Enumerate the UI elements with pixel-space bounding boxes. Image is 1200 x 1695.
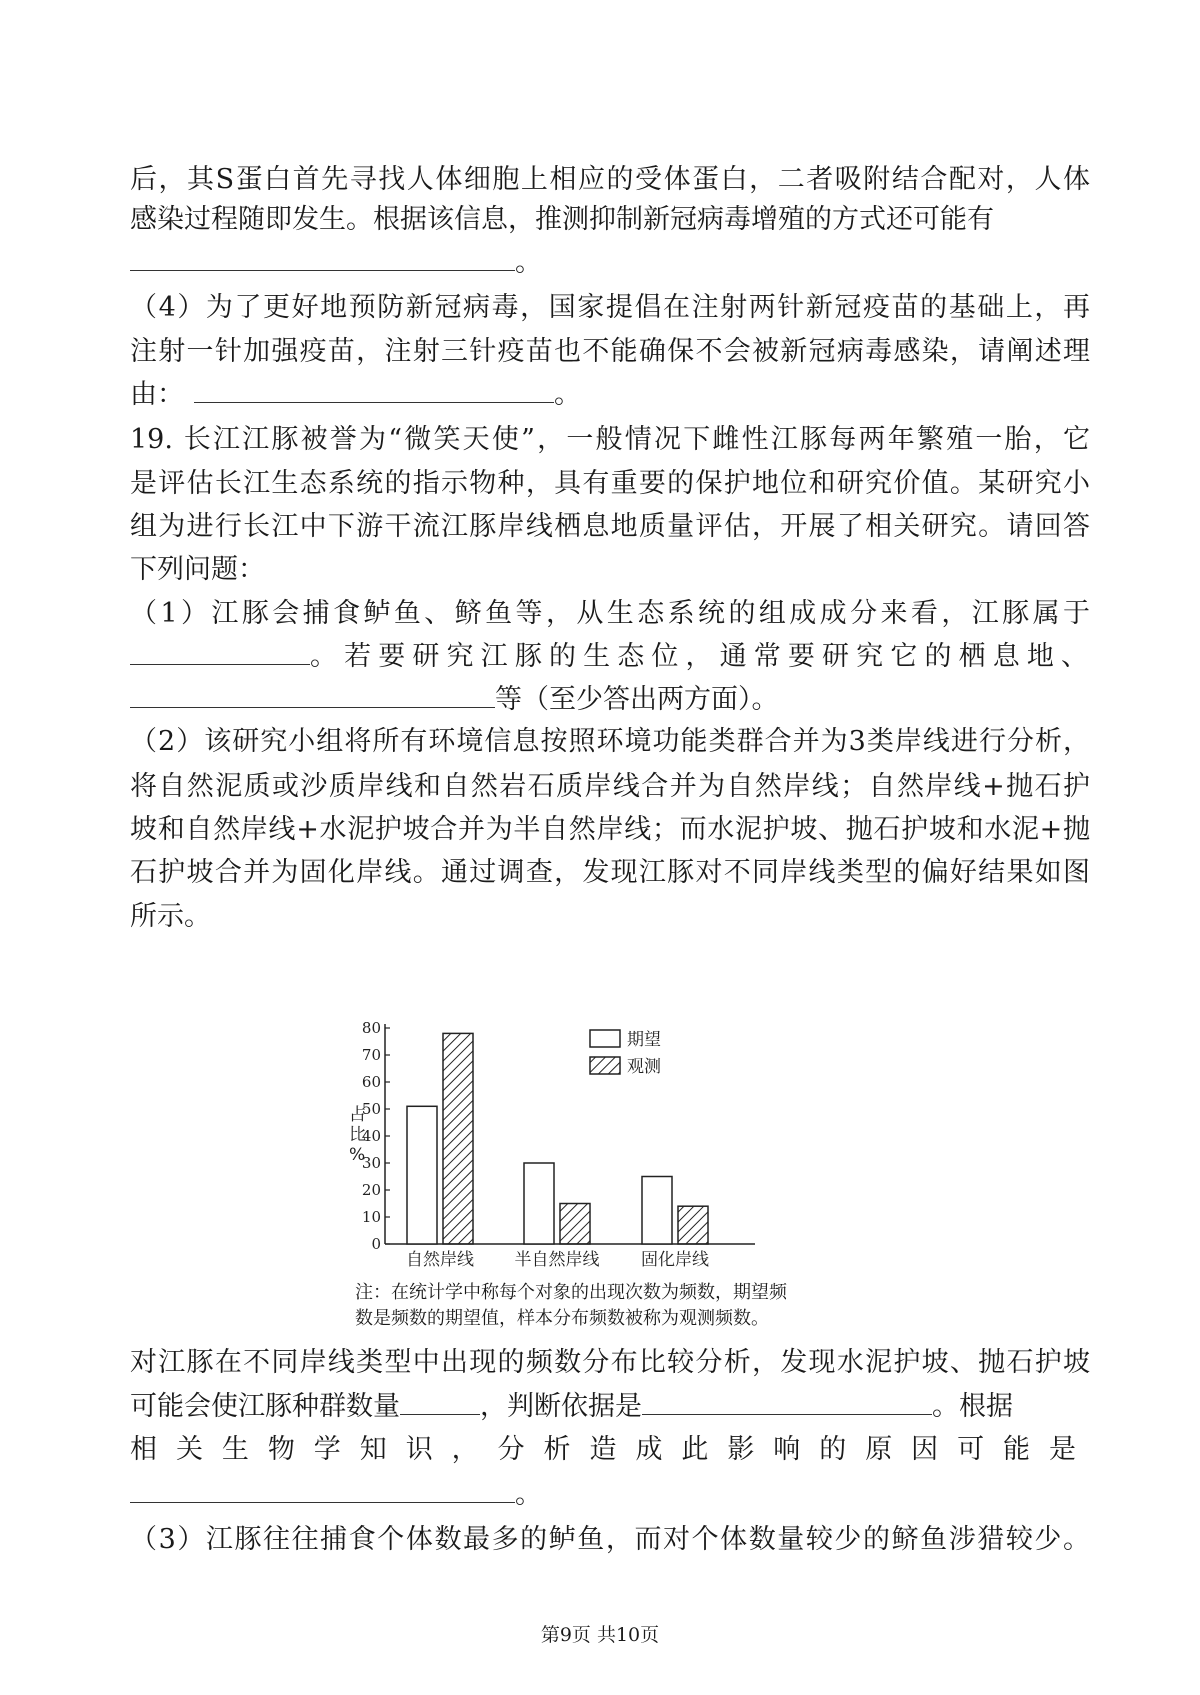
y-tick-label: 0 [371, 1235, 381, 1253]
text-line: 感染过程随即发生。根据该信息，推测抑制新冠病毒增殖的方式还可能有 [130, 204, 994, 235]
answer-blank[interactable] [130, 685, 495, 708]
x-tick-label: 半自然岸线 [514, 1250, 600, 1270]
text-line [130, 637, 1090, 677]
y-tick-label: 20 [361, 1181, 381, 1199]
text-line [130, 243, 1090, 283]
y-tick-label: 70 [361, 1046, 381, 1064]
text-fragment: 可能会使江豚种群数量 [130, 1391, 400, 1422]
legend-label: 期望 [627, 1030, 661, 1050]
text-line: 后，其S蛋白首先寻找人体细胞上相应的受体蛋白，二者吸附结合配对，人体 [130, 164, 1090, 195]
answer-blank[interactable] [130, 1480, 515, 1503]
chart-note: 注：在统计学中称每个对象的出现次数为频数，期望频 [355, 1282, 787, 1303]
answer-blank[interactable] [130, 642, 310, 665]
reason-label: 由： [130, 379, 184, 410]
bar-expected [642, 1177, 672, 1245]
text-line [130, 680, 1090, 720]
answer-blank[interactable] [130, 248, 515, 271]
answer-blank[interactable] [194, 380, 554, 403]
legend-label: 观测 [627, 1057, 661, 1077]
answer-blank[interactable] [400, 1392, 480, 1415]
y-tick-label: 40 [361, 1127, 381, 1145]
y-axis-label: 占比% [349, 1105, 366, 1165]
x-tick-label: 固化岸线 [641, 1250, 709, 1270]
text-line: （2）该研究小组将所有环境信息按照环境功能类群合并为3类岸线进行分析， [130, 726, 1090, 757]
text-line: 相关生物学知识，分析造成此影响的原因可能是 [130, 1434, 1090, 1465]
bar-observed [443, 1033, 473, 1244]
answer-blank[interactable] [642, 1392, 932, 1415]
y-tick-label: 80 [361, 1019, 381, 1037]
x-tick-label: 自然岸线 [406, 1250, 474, 1270]
y-tick-label: 50 [361, 1100, 381, 1118]
text-line: 对江豚在不同岸线类型中出现的频数分布比较分析，发现水泥护坡、抛石护坡 [130, 1347, 1090, 1378]
text-line [130, 1475, 1090, 1515]
y-tick-label: 10 [361, 1208, 381, 1226]
legend-swatch [590, 1030, 620, 1047]
text-line [130, 375, 1090, 415]
y-tick-label: 30 [361, 1154, 381, 1172]
period: 。 [554, 379, 581, 410]
question-19-text: 19. 长江江豚被誉为“微笑天使”，一般情况下雌性江豚每两年繁殖一胎，它 [130, 424, 1090, 455]
y-tick-label: 60 [361, 1073, 381, 1091]
period: 。 [515, 247, 542, 278]
bar-chart-svg [345, 1000, 825, 1285]
bar-expected [524, 1163, 554, 1244]
bar-observed [560, 1204, 590, 1245]
bar-chart [345, 1000, 825, 1285]
text-fragment: 。若要研究江豚的生态位，通常要研究它的栖息地、 [310, 641, 1090, 672]
text-line: （1）江豚会捕食鲈鱼、鲚鱼等，从生态系统的组成成分来看，江豚属于 [130, 598, 1090, 629]
text-line: 组为进行长江中下游干流江豚岸线栖息地质量评估，开展了相关研究。请回答 [130, 511, 1090, 542]
bar-expected [407, 1106, 437, 1244]
text-fragment: 。根据 [932, 1391, 1013, 1422]
text-line: （4）为了更好地预防新冠病毒，国家提倡在注射两针新冠疫苗的基础上，再 [130, 292, 1090, 323]
period: 。 [515, 1479, 542, 1510]
text-line: 下列问题： [130, 554, 265, 585]
text-line: 注射一针加强疫苗，注射三针疫苗也不能确保不会被新冠病毒感染，请阐述理 [130, 336, 1090, 367]
text-line: 坡和自然岸线+水泥护坡合并为半自然岸线；而水泥护坡、抛石护坡和水泥+抛 [130, 814, 1090, 845]
legend-swatch [590, 1057, 620, 1074]
text-line: 所示。 [130, 901, 211, 932]
bar-observed [678, 1206, 708, 1244]
text-line [130, 1387, 1090, 1427]
text-fragment: 等（至少答出两方面）。 [495, 684, 779, 715]
page-footer: 第9页 共10页 [540, 1624, 660, 1646]
text-line: （3）江豚往往捕食个体数最多的鲈鱼，而对个体数量较少的鲚鱼涉猎较少。 [130, 1524, 1090, 1555]
text-line: 是评估长江生态系统的指示物种，具有重要的保护地位和研究价值。某研究小 [130, 468, 1090, 499]
text-fragment: ，判断依据是 [480, 1391, 642, 1422]
chart-note: 数是频数的期望值，样本分布频数被称为观测频数。 [355, 1308, 769, 1329]
text-line: 石护坡合并为固化岸线。通过调查，发现江豚对不同岸线类型的偏好结果如图 [130, 857, 1090, 888]
text-line: 将自然泥质或沙质岸线和自然岩石质岸线合并为自然岸线；自然岸线+抛石护 [130, 771, 1090, 802]
